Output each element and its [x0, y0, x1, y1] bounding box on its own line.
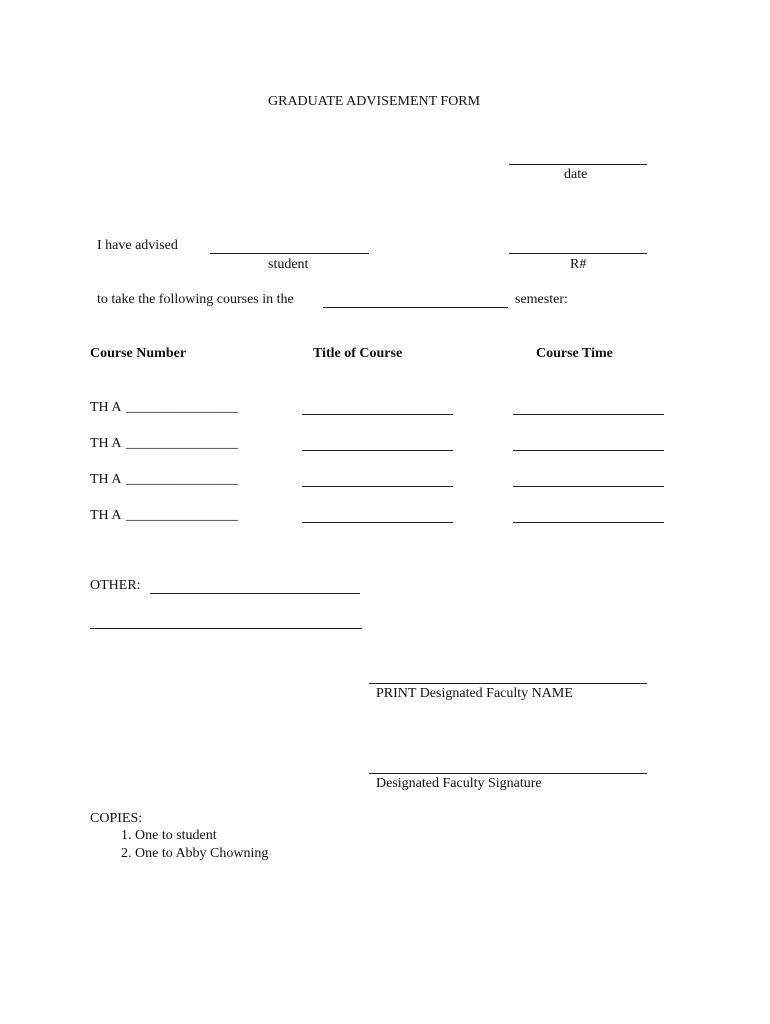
copies-item: 1. One to student — [135, 827, 268, 845]
r-number-field[interactable] — [509, 253, 647, 254]
copies-label: COPIES: — [90, 811, 143, 826]
date-label: date — [564, 167, 588, 182]
course-number-blank[interactable]: ________________ — [126, 436, 238, 451]
other-field[interactable] — [150, 593, 360, 594]
course-time-field[interactable] — [513, 450, 664, 451]
faculty-name-label: PRINT Designated Faculty NAME — [376, 686, 573, 701]
header-course-title: Title of Course — [313, 346, 403, 361]
course-time-field[interactable] — [513, 522, 664, 523]
course-title-field[interactable] — [302, 522, 453, 523]
r-number-label: R# — [570, 257, 587, 272]
course-number-prefix: TH A — [90, 508, 122, 523]
faculty-signature-label: Designated Faculty Signature — [376, 776, 542, 791]
course-number-prefix: TH A — [90, 472, 122, 487]
course-number-blank[interactable]: ________________ — [126, 400, 238, 415]
date-field[interactable] — [509, 164, 647, 165]
advised-label: I have advised — [97, 238, 178, 253]
semester-label: semester: — [515, 292, 568, 307]
faculty-name-field[interactable] — [369, 683, 647, 684]
course-title-field[interactable] — [302, 450, 453, 451]
course-title-field[interactable] — [302, 414, 453, 415]
course-number-prefix: TH A — [90, 400, 122, 415]
course-number-prefix: TH A — [90, 436, 122, 451]
header-course-time: Course Time — [536, 346, 613, 361]
course-time-field[interactable] — [513, 414, 664, 415]
faculty-signature-field[interactable] — [369, 773, 647, 774]
semester-field[interactable] — [323, 307, 508, 308]
course-title-field[interactable] — [302, 486, 453, 487]
form-title: GRADUATE ADVISEMENT FORM — [268, 94, 481, 109]
student-field[interactable] — [210, 253, 369, 254]
student-label: student — [268, 257, 309, 272]
course-number-blank[interactable]: ________________ — [126, 472, 238, 487]
course-number-blank[interactable]: ________________ — [126, 508, 238, 523]
copies-item: 2. One to Abby Chowning — [135, 845, 268, 863]
courses-label: to take the following courses in the — [97, 292, 294, 307]
other-field-continued[interactable] — [90, 628, 362, 629]
course-time-field[interactable] — [513, 486, 664, 487]
header-course-number: Course Number — [90, 346, 187, 361]
other-label: OTHER: — [90, 578, 141, 593]
copies-list — [90, 827, 268, 863]
